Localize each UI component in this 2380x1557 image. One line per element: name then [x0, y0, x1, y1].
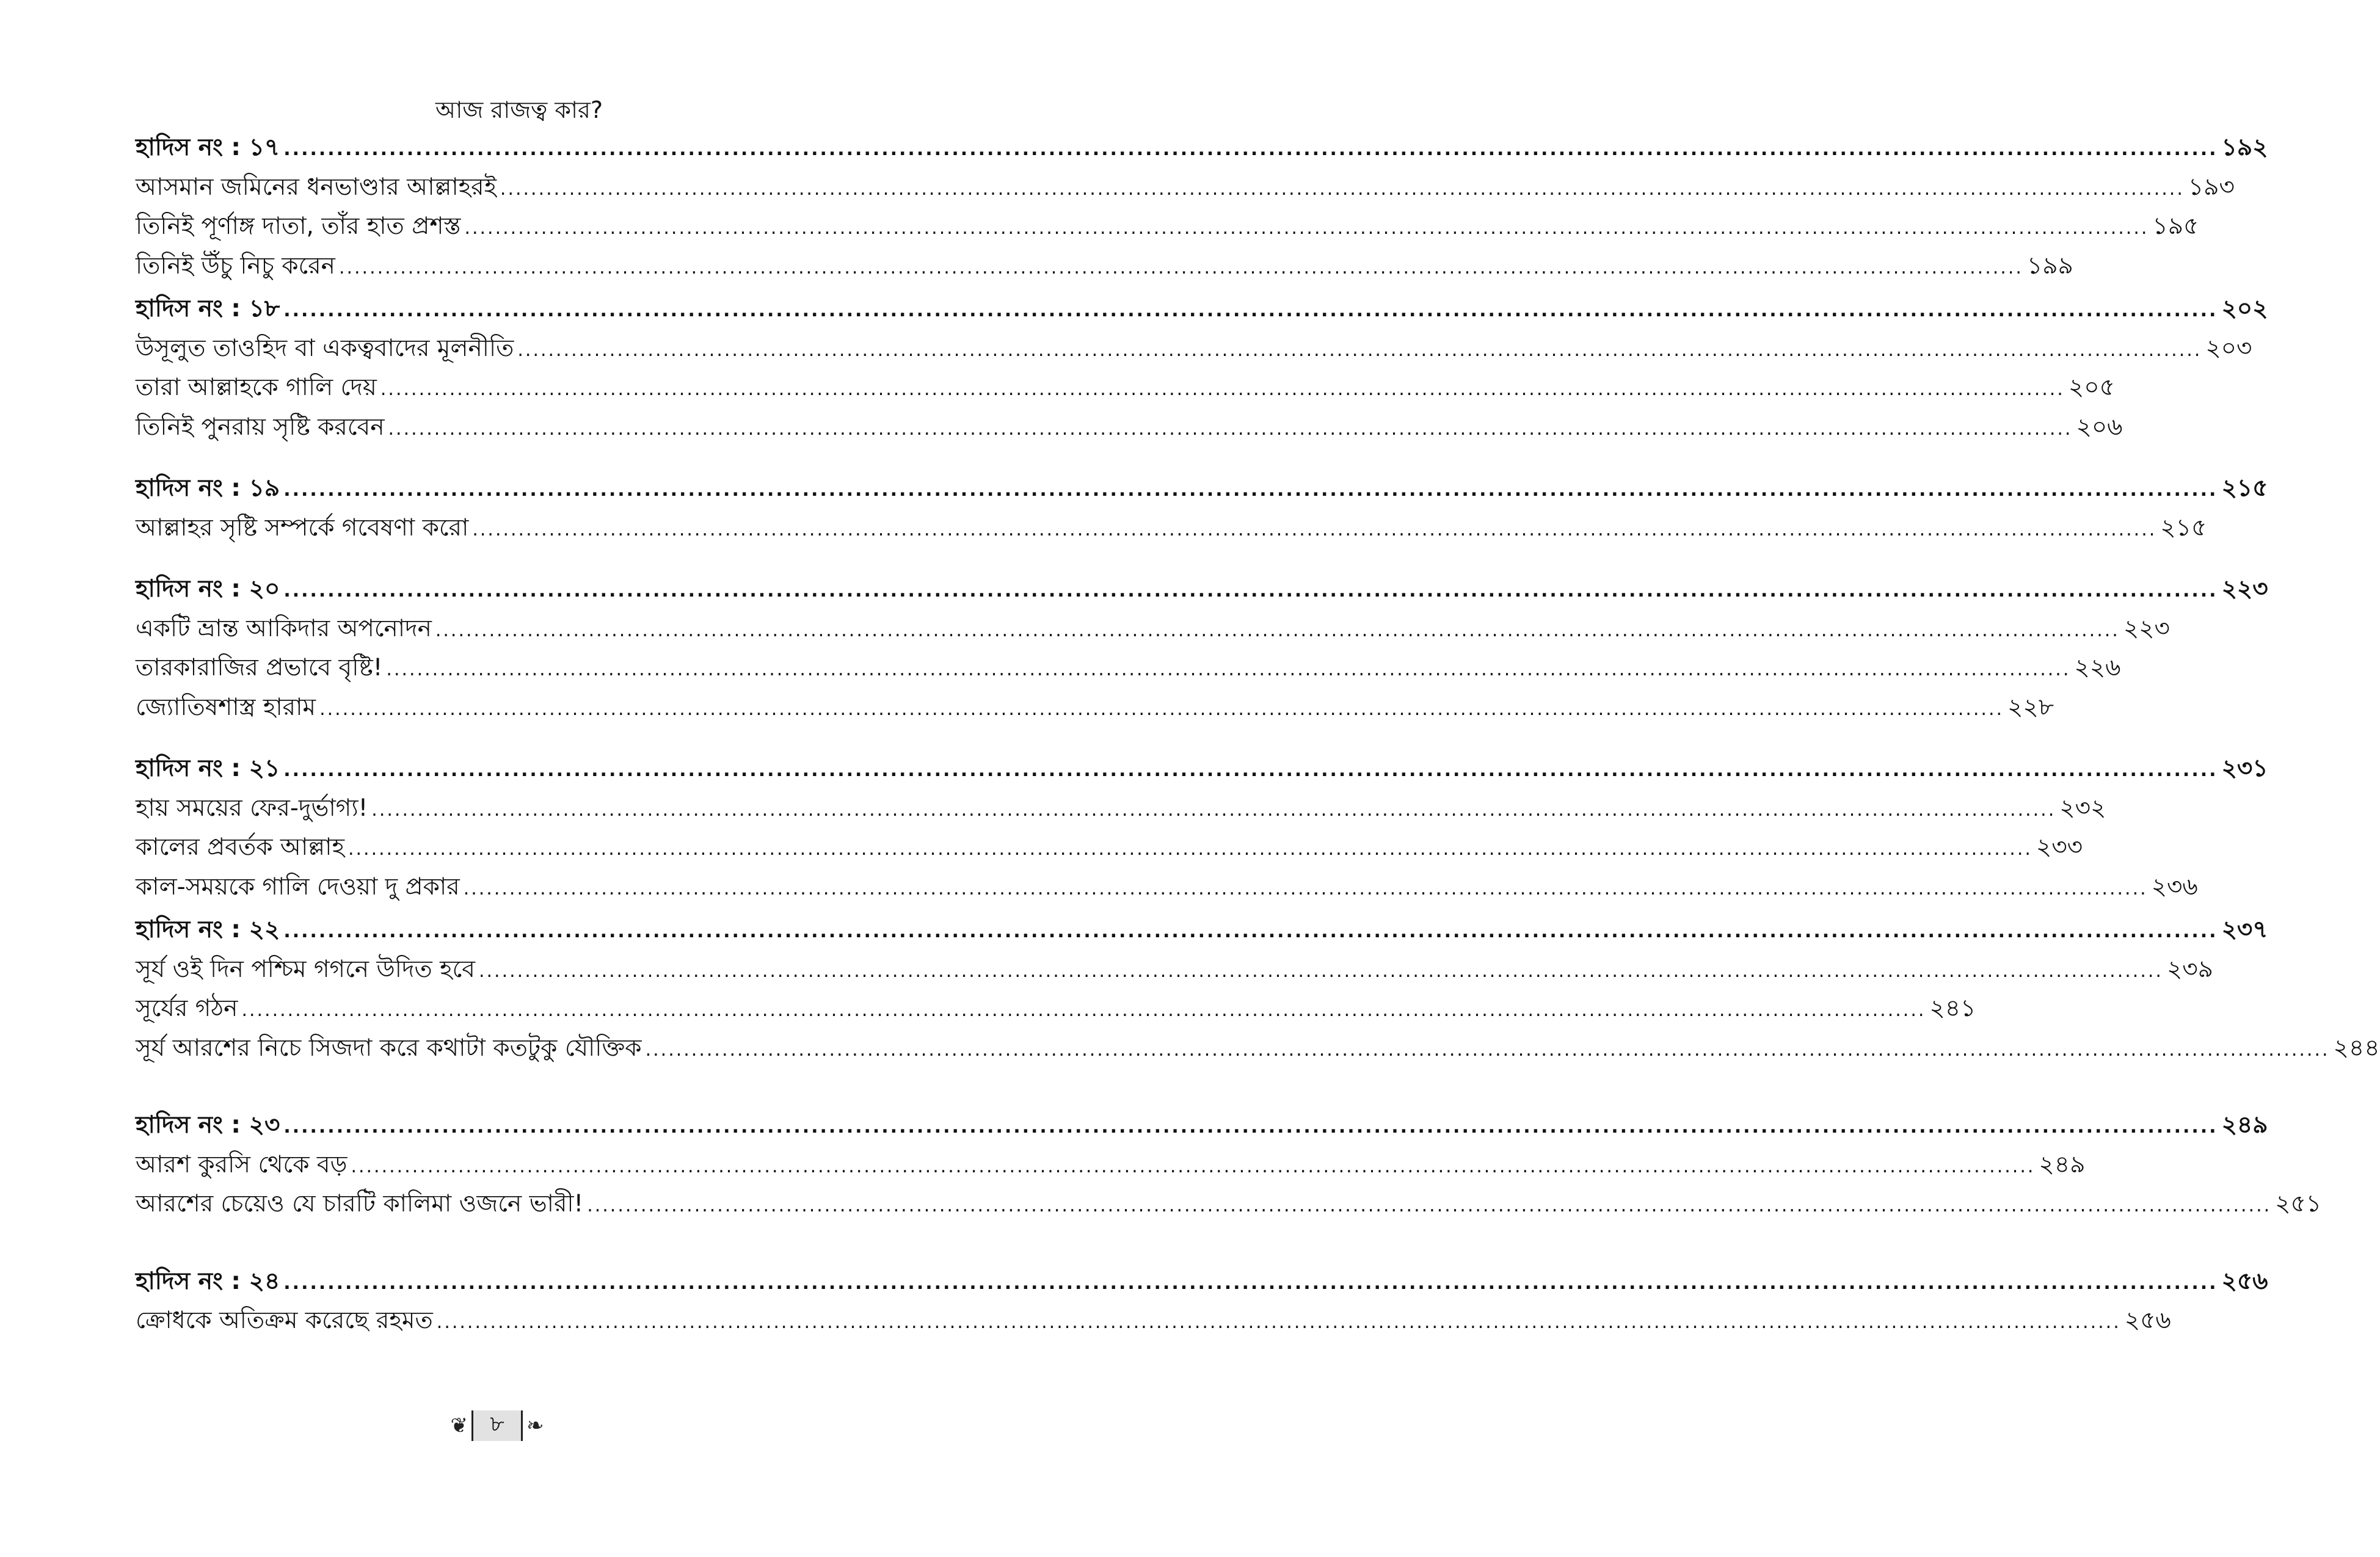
toc-entry-page: ১৯২ [2221, 134, 2268, 161]
toc-entry-page: ২২৮ [2007, 693, 2054, 721]
toc-entry-title: হাদিস নং : ২৪ [136, 1267, 280, 1295]
toc-entry-page: ২৩৩ [2036, 833, 2083, 861]
toc-hadith-heading[interactable] [136, 1106, 2268, 1145]
dot-leader: ............................................................................................................................................................................................................................ [388, 418, 2073, 440]
ornament-right-icon: ❧ [526, 1414, 544, 1438]
toc-entry-page: ২০৩ [2205, 334, 2252, 362]
toc-entry-title: ক্রোধকে অতিক্রম করেছে রহমত [136, 1307, 433, 1334]
toc-entry-title: হাদিস নং : ১৯ [136, 474, 280, 502]
toc-entry-page: ২৩৬ [2151, 873, 2198, 901]
toc-entry[interactable] [136, 368, 2115, 408]
toc-entry[interactable] [136, 1301, 2171, 1341]
toc-entry[interactable] [136, 789, 2106, 829]
toc-entry-title: উসূলুত তাওহিদ বা একত্ববাদের মূলনীতি [136, 334, 514, 362]
toc-entry-page: ১৯৯ [2026, 252, 2073, 280]
toc-entry-page: ২৫৬ [2221, 1267, 2268, 1295]
toc-hadith-heading[interactable] [136, 1262, 2268, 1302]
toc-entry[interactable] [136, 688, 2054, 728]
dot-leader: ............................................................................................................................................................................................................................ [283, 139, 2218, 160]
page-number: ৮ [471, 1410, 523, 1441]
toc-hadith-heading[interactable] [136, 570, 2268, 609]
toc-entry-title: কাল-সময়কে গালি দেওয়া দু প্রকার [136, 873, 460, 901]
dot-leader: ............................................................................................................................................................................................................................ [380, 379, 2065, 400]
toc-page [136, 92, 2380, 1341]
toc-entry-title: তিনিই পুনরায় সৃষ্টি করবেন [136, 413, 385, 441]
dot-leader: ............................................................................................................................................................................................................................ [386, 659, 2071, 680]
toc-entry-page: ১৯৫ [2152, 212, 2199, 240]
dot-leader: ............................................................................................................................................................................................................................ [283, 300, 2218, 321]
group-spacer [136, 1224, 866, 1262]
toc-entry-page: ২২৬ [2074, 654, 2121, 681]
dot-leader: ............................................................................................................................................................................................................................ [645, 1039, 2330, 1061]
toc-entry-title: হাদিস নং : ২০ [136, 575, 280, 603]
toc-entry-title: হাদিস নং : ২৩ [136, 1111, 280, 1139]
toc-entry-title: হাদিস নং : ১৮ [136, 295, 280, 322]
toc-entry-title: আরশের চেয়েও যে চারটি কালিমা ওজনে ভারী! [136, 1190, 584, 1218]
dot-leader: ............................................................................................................................................................................................................................ [283, 921, 2218, 942]
toc-entry-page: ২৩১ [2221, 755, 2268, 782]
toc-entry[interactable] [136, 828, 2083, 868]
dot-leader: ............................................................................................................................................................................................................................ [241, 1000, 1926, 1021]
toc-entry[interactable] [136, 408, 2123, 448]
toc-entry-title: তারা আল্লাহকে গালি দেয় [136, 374, 377, 401]
dot-leader: ............................................................................................................................................................................................................................ [338, 256, 2023, 278]
toc-entry[interactable] [136, 168, 2235, 208]
toc-hadith-heading[interactable] [136, 289, 2268, 329]
toc-entry-page: ১৯৩ [2188, 173, 2235, 201]
toc-entry[interactable] [136, 950, 2213, 990]
ornament-left-icon: ❦ [450, 1414, 468, 1438]
toc-entry-page: ২৪১ [1929, 995, 1976, 1022]
toc-entry[interactable] [136, 989, 1976, 1029]
toc-entry-title: সূর্যের গঠন [136, 995, 238, 1022]
dot-leader: ............................................................................................................................................................................................................................ [283, 1116, 2218, 1138]
group-spacer [136, 727, 866, 749]
dot-leader: ............................................................................................................................................................................................................................ [348, 838, 2032, 860]
toc-entry[interactable] [136, 509, 2207, 548]
dot-leader: ............................................................................................................................................................................................................................ [464, 217, 2149, 239]
dot-leader: ............................................................................................................................................................................................................................ [283, 479, 2218, 501]
toc-entry[interactable] [136, 247, 2073, 286]
dot-leader: ............................................................................................................................................................................................................................ [283, 760, 2218, 781]
toc-entry-page: ২০৫ [2068, 374, 2115, 401]
toc-entry-title: তারকারাজির প্রভাবে বৃষ্টি! [136, 654, 383, 681]
toc-entry-title: হায় সময়ের ফের-দুর্ভাগ্য! [136, 794, 368, 822]
dot-leader: ............................................................................................................................................................................................................................ [351, 1155, 2036, 1177]
continued-title: আজ রাজত্ব কার? [435, 96, 603, 123]
toc-entry-page: ২০৬ [2076, 413, 2123, 441]
toc-entry-page: ২১৫ [2160, 514, 2207, 542]
toc-entry[interactable] [136, 1145, 2086, 1185]
toc-entry-page: ২৩৯ [2166, 955, 2213, 983]
toc-hadith-heading[interactable] [136, 128, 2268, 168]
toc-entry-page: ২৫১ [2275, 1190, 2322, 1218]
toc-entry-page: ২২৩ [2221, 575, 2268, 603]
toc-entry-title: একটি ভ্রান্ত আকিদার অপনোদন [136, 614, 432, 642]
toc-entry[interactable] [136, 1029, 2380, 1069]
toc-entry-title: কালের প্রবর্তক আল্লাহ [136, 833, 344, 861]
toc-entry[interactable] [136, 868, 2198, 907]
group-spacer [136, 548, 866, 570]
dot-leader: ............................................................................................................................................................................................................................ [463, 877, 2148, 899]
toc-entry-title: জ্যোতিষশাস্ত্র হারাম [136, 693, 316, 721]
dot-leader: ............................................................................................................................................................................................................................ [371, 799, 2056, 821]
page-number-footer [448, 1407, 546, 1444]
toc-entry-page: ২২৩ [2123, 614, 2170, 642]
toc-entry-title: হাদিস নং : ১৭ [136, 134, 280, 161]
toc-entry-page: ২১৫ [2221, 474, 2268, 502]
dot-leader: ............................................................................................................................................................................................................................ [500, 178, 2185, 200]
toc-entry-title: আসমান জমিনের ধনভাণ্ডার আল্লাহরই [136, 173, 497, 201]
dot-leader: ............................................................................................................................................................................................................................ [517, 339, 2202, 361]
toc-entry-title: সূর্য ওই দিন পশ্চিম গগনে উদিত হবে [136, 955, 475, 983]
group-spacer [136, 1068, 866, 1106]
toc-entry-title: আরশ কুরসি থেকে বড় [136, 1150, 348, 1178]
toc-entry-title: তিনিই উঁচু নিচু করেন [136, 252, 335, 280]
dot-leader: ............................................................................................................................................................................................................................ [283, 1272, 2218, 1294]
toc-entry[interactable] [136, 329, 2252, 369]
dot-leader: ............................................................................................................................................................................................................................ [435, 619, 2120, 641]
dot-leader: ............................................................................................................................................................................................................................ [478, 960, 2163, 982]
toc-entry-page: ২৫৬ [2124, 1307, 2171, 1334]
toc-entry[interactable] [136, 207, 2199, 247]
toc-entry-title: আল্লাহর সৃষ্টি সম্পর্কে গবেষণা করো [136, 514, 469, 542]
toc-entry-page: ২০২ [2221, 295, 2268, 322]
dot-leader: ............................................................................................................................................................................................................................ [587, 1195, 2272, 1216]
toc-entry[interactable] [136, 609, 2170, 649]
dot-leader: ............................................................................................................................................................................................................................ [436, 1312, 2121, 1333]
toc-entry-page: ২৪৪ [2333, 1034, 2380, 1062]
toc-entry-title: হাদিস নং : ২১ [136, 755, 280, 782]
toc-hadith-heading[interactable] [136, 749, 2268, 789]
toc-entry-title: সূর্য আরশের নিচে সিজদা করে কথাটা কতটুকু যৌক্তিক [136, 1034, 642, 1062]
toc-hadith-heading[interactable] [136, 469, 2268, 509]
dot-leader: ............................................................................................................................................................................................................................ [472, 518, 2157, 540]
toc-entry[interactable] [136, 648, 2121, 688]
toc-entry-title: হাদিস নং : ২২ [136, 916, 280, 943]
dot-leader: ............................................................................................................................................................................................................................ [283, 580, 2218, 601]
toc-entry-page: ২৪৯ [2221, 1111, 2268, 1139]
toc-entry-page: ২৪৯ [2039, 1150, 2086, 1178]
toc-hadith-heading[interactable] [136, 910, 2268, 950]
toc-entry[interactable] [136, 1185, 2322, 1224]
toc-list [136, 128, 2380, 1341]
toc-entry-title: তিনিই পূর্ণাঙ্গ দাতা, তাঁর হাত প্রশস্ত [136, 212, 461, 240]
group-spacer [136, 447, 866, 469]
toc-entry-page: ২৩৭ [2221, 916, 2268, 943]
toc-entry-page: ২৩২ [2059, 794, 2106, 822]
dot-leader: ............................................................................................................................................................................................................................ [319, 698, 2004, 720]
